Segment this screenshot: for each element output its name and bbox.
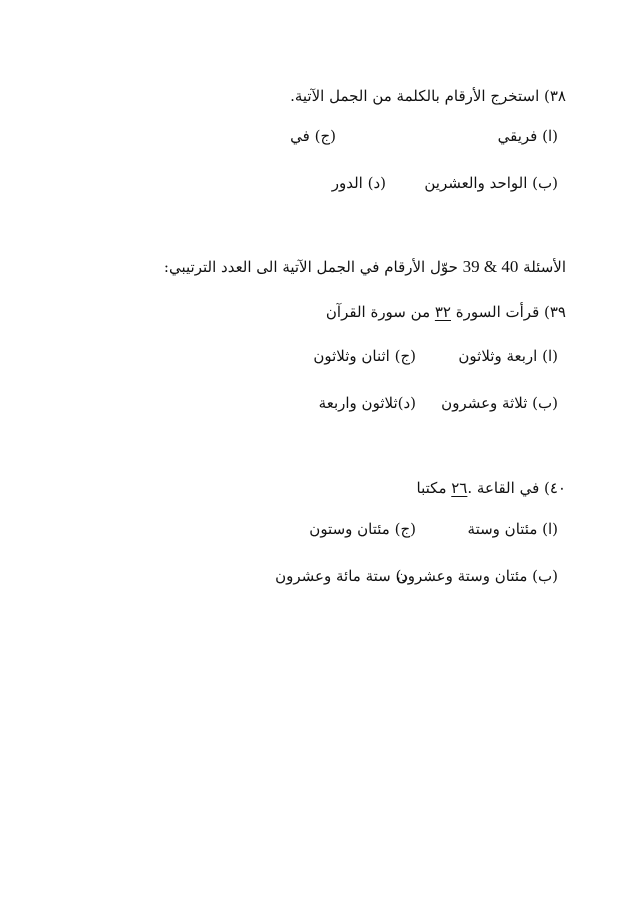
question-39-option-d: (د)ثلاثون واربعة	[318, 394, 416, 412]
question-39-title	[326, 302, 566, 322]
question-39-option-b: (ب) ثلاثة وعشرون	[441, 394, 558, 412]
question-38-option-c: (ج) في	[290, 127, 336, 145]
question-40-post: مكتبا	[416, 479, 452, 497]
instruction-numbers: 39 & 40	[462, 257, 519, 276]
question-38-title: ٣٨) استخرج الأرقام بالكلمة من الجمل الآتية.	[290, 87, 566, 105]
question-38-option-a: (ا) فريقي	[497, 127, 558, 145]
question-40-number: ٢٦	[451, 479, 468, 497]
question-39-pre: ٣٩) قرأت السورة	[451, 303, 566, 321]
instruction-line	[164, 257, 566, 277]
question-40-option-c: (ج) مئتان وستون	[309, 520, 416, 538]
question-40-option-a: (ا) مئتان وستة	[467, 520, 558, 538]
question-39-post: من سورة القرآن	[325, 303, 435, 321]
question-39-option-a: (ا) اربعة وثلاثون	[458, 347, 558, 365]
question-40-title	[417, 478, 566, 498]
question-38-option-b: (ب) الواحد والعشرين	[424, 174, 558, 192]
question-39-number: ٣٢	[434, 303, 451, 321]
question-40-option-b: (ب) مئتان وستة وعشرون	[396, 567, 558, 585]
question-38-option-d: (د) الدور	[331, 174, 386, 192]
question-40-option-d: د) ستة مائة وعشرون	[275, 567, 408, 585]
instruction-prefix: الأسئلة	[518, 258, 566, 276]
question-40-pre: ٤٠) في القاعة .	[467, 479, 566, 497]
instruction-suffix: حوّل الأرقام في الجمل الآتية الى العدد الترتيبي:	[163, 258, 463, 276]
question-39-option-c: (ج) اثنان وثلاثون	[313, 347, 416, 365]
